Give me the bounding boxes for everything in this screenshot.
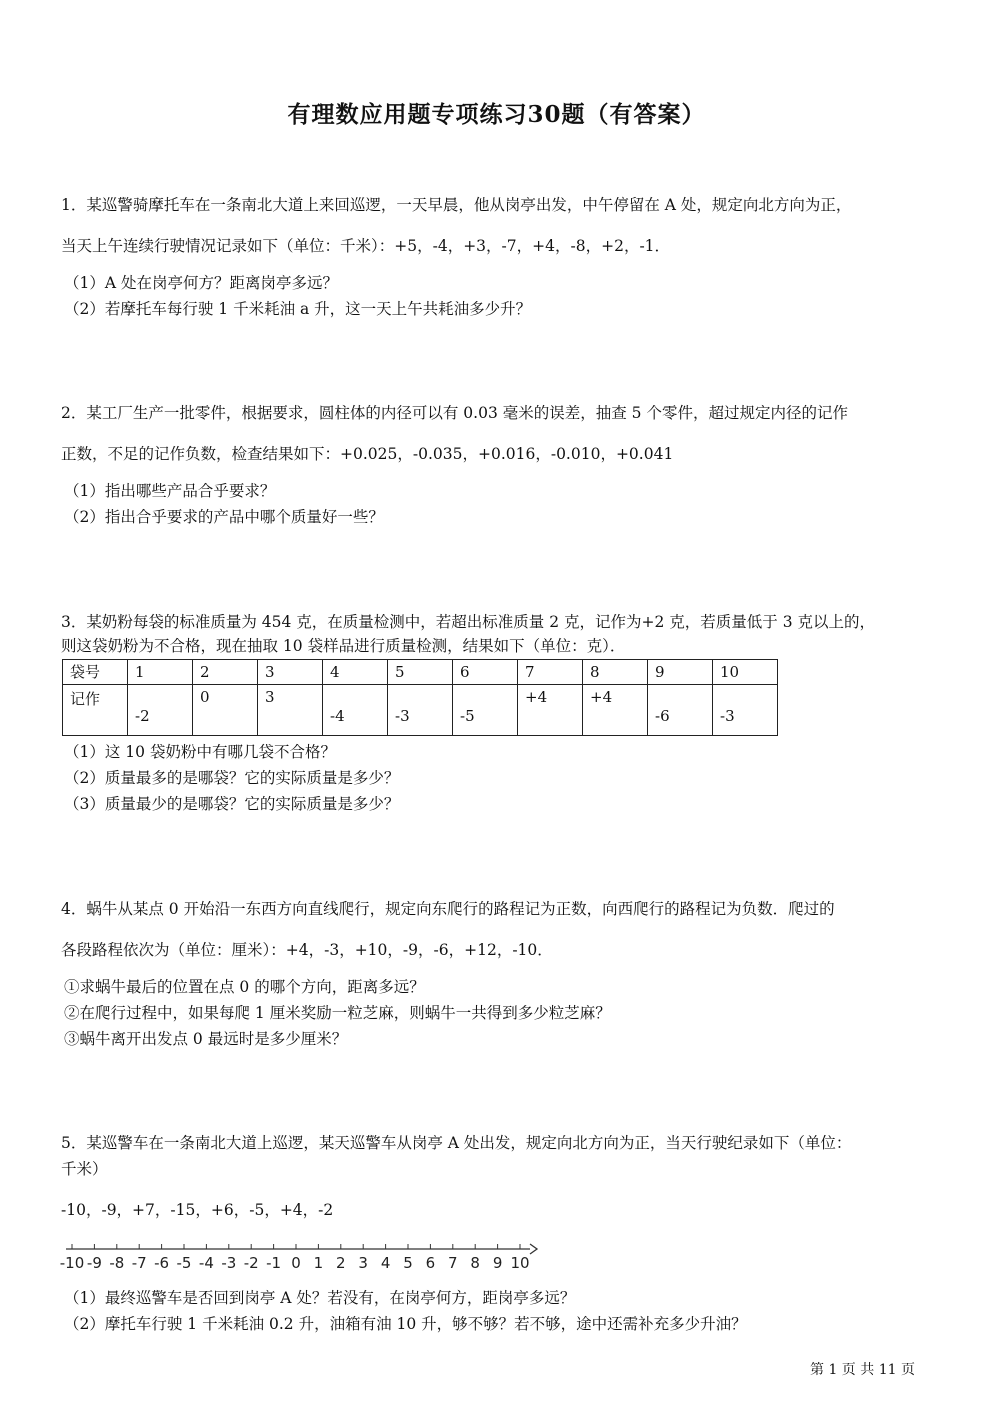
table-header-label: 袋号 bbox=[63, 660, 128, 685]
q5-text-line1: 5．某巡警车在一条南北大道上巡逻，某天巡警车从岗亭 A 处出发，规定向北方向为正，当天行驶纪录如下（单位： bbox=[61, 1134, 852, 1152]
q3-sub3: （3）质量最少的是哪袋？它的实际质量是多少？ bbox=[64, 795, 400, 813]
table-cell-value-6 bbox=[453, 685, 518, 736]
number-line-label: -4 bbox=[198, 1254, 214, 1272]
q2-sub1: （1）指出哪些产品合乎要求？ bbox=[64, 482, 276, 500]
table-value-row bbox=[63, 685, 778, 736]
q4-sub2: ②在爬行过程中，如果每爬 1 厘米奖励一粒芝麻，则蜗牛一共得到多少粒芝麻？ bbox=[64, 1004, 611, 1022]
table-value-text: -2 bbox=[135, 707, 150, 725]
table-cell-bag-1: 1 bbox=[128, 660, 193, 685]
table-cell-value-9 bbox=[648, 685, 713, 736]
table-value-text: 0 bbox=[200, 688, 210, 706]
number-line-label: 1 bbox=[313, 1254, 324, 1272]
table-value-text: +4 bbox=[525, 688, 548, 706]
number-line-label: -1 bbox=[266, 1254, 282, 1272]
q3-text-line1: 3．某奶粉每袋的标准质量为 454 克，在质量检测中，若超出标准质量 2 克，记作为+2 克，若质量低于 3 克以上的， bbox=[61, 613, 876, 631]
number-line-label: -9 bbox=[86, 1254, 102, 1272]
number-line-label: 7 bbox=[448, 1254, 458, 1272]
table-cell-value-10 bbox=[713, 685, 778, 736]
q5-sub1: （1）最终巡警车是否回到岗亭 A 处？若没有，在岗亭何方，距岗亭多远？ bbox=[64, 1289, 576, 1307]
table-value-text: +4 bbox=[590, 688, 613, 706]
number-line-label: 5 bbox=[403, 1254, 413, 1272]
q3-sub1: （1）这 10 袋奶粉中有哪几袋不合格？ bbox=[64, 743, 336, 761]
table-cell-bag-7: 7 bbox=[518, 660, 583, 685]
table-cell-bag-2: 2 bbox=[193, 660, 258, 685]
table-value-text: 3 bbox=[265, 688, 275, 706]
q2-text-line2: 正数，不足的记作负数，检查结果如下：+0.025，-0.035，+0.016，-0.010，+0.041 bbox=[61, 445, 674, 463]
number-line-label: 0 bbox=[291, 1254, 301, 1272]
q4-sub1: ①求蜗牛最后的位置在点 0 的哪个方向，距离多远？ bbox=[64, 978, 425, 996]
table-header-row bbox=[63, 660, 778, 685]
table-value-text: -3 bbox=[720, 707, 735, 725]
table-cell-value-3 bbox=[258, 685, 323, 736]
number-line-label: 10 bbox=[510, 1254, 530, 1272]
table-cell-value-7 bbox=[518, 685, 583, 736]
number-line-label: 3 bbox=[358, 1254, 368, 1272]
table-value-text: -6 bbox=[655, 707, 670, 725]
q1-sub2: （2）若摩托车每行驶 1 千米耗油 a 升，这一天上午共耗油多少升？ bbox=[64, 300, 532, 318]
table-value-text: -3 bbox=[395, 707, 410, 725]
bag-weight-table bbox=[62, 659, 778, 736]
q1-text-line1: 1．某巡警骑摩托车在一条南北大道上来回巡逻，一天早晨，他从岗亭出发，中午停留在 A 处，规定向北方向为正， bbox=[61, 196, 852, 214]
number-line-label: -8 bbox=[109, 1254, 125, 1272]
q3-text-line2: 则这袋奶粉为不合格，现在抽取 10 袋样品进行质量检测，结果如下（单位：克）． bbox=[61, 637, 626, 655]
page-footer: 第 1 页 共 11 页 bbox=[810, 1362, 915, 1378]
q2-text-line1: 2．某工厂生产一批零件，根据要求，圆柱体的内径可以有 0.03 毫米的误差，抽查 5 个零件，超过规定内径的记作 bbox=[61, 404, 848, 422]
q4-sub3: ③蜗牛离开出发点 0 最远时是多少厘米？ bbox=[64, 1030, 348, 1048]
number-line-label: -6 bbox=[154, 1254, 170, 1272]
q2-sub2: （2）指出合乎要求的产品中哪个质量好一些？ bbox=[64, 508, 384, 526]
number-line-label: -3 bbox=[221, 1254, 237, 1272]
arrow-right-icon bbox=[530, 1244, 537, 1254]
table-value-text: -5 bbox=[460, 707, 475, 725]
table-cell-value-5 bbox=[388, 685, 453, 736]
number-line-label: -10 bbox=[60, 1254, 85, 1272]
table-cell-bag-5: 5 bbox=[388, 660, 453, 685]
table-value-text: -4 bbox=[330, 707, 345, 725]
q4-text-line2: 各段路程依次为（单位：厘米）：+4，-3，+10，-9，-6，+12，-10． bbox=[61, 941, 553, 959]
q4-text-line1: 4．蜗牛从某点 0 开始沿一东西方向直线爬行，规定向东爬行的路程记为正数，向西爬行的路程记为负数．爬过的 bbox=[61, 900, 835, 918]
number-line-label: -7 bbox=[131, 1254, 147, 1272]
number-line-label: 2 bbox=[336, 1254, 346, 1272]
q1-sub1: （1）A 处在岗亭何方？距离岗亭多远？ bbox=[64, 274, 338, 292]
number-line bbox=[60, 1238, 540, 1278]
table-cell-bag-9: 9 bbox=[648, 660, 713, 685]
table-cell-bag-3: 3 bbox=[258, 660, 323, 685]
q5-sub2: （2）摩托车行驶 1 千米耗油 0.2 升，油箱有油 10 升，够不够？若不够，途中还需补充多少升油？ bbox=[64, 1315, 747, 1333]
table-cell-bag-10: 10 bbox=[713, 660, 778, 685]
table-cell-value-8 bbox=[583, 685, 648, 736]
number-line-label: 8 bbox=[470, 1254, 480, 1272]
number-line-label: -2 bbox=[243, 1254, 259, 1272]
table-value-label: 记作 bbox=[63, 685, 128, 736]
q3-sub2: （2）质量最多的是哪袋？它的实际质量是多少？ bbox=[64, 769, 400, 787]
q5-text-line2: 千米） bbox=[61, 1160, 108, 1178]
table-cell-value-2 bbox=[193, 685, 258, 736]
table-cell-value-4 bbox=[323, 685, 388, 736]
table-cell-bag-6: 6 bbox=[453, 660, 518, 685]
q5-records: -10，-9，+7，-15，+6，-5，+4，-2 bbox=[61, 1201, 334, 1219]
table-cell-value-1 bbox=[128, 685, 193, 736]
table-cell-bag-8: 8 bbox=[583, 660, 648, 685]
number-line-label: -5 bbox=[176, 1254, 192, 1272]
page-title: 有理数应用题专项练习30题（有答案） bbox=[287, 101, 706, 128]
table-cell-bag-4: 4 bbox=[323, 660, 388, 685]
number-line-label: 4 bbox=[380, 1254, 391, 1272]
number-line-label: 9 bbox=[492, 1254, 503, 1272]
number-line-label: 6 bbox=[425, 1254, 436, 1272]
q1-text-line2: 当天上午连续行驶情况记录如下（单位：千米）：+5，-4，+3，-7，+4，-8，+2，-1． bbox=[61, 237, 671, 255]
